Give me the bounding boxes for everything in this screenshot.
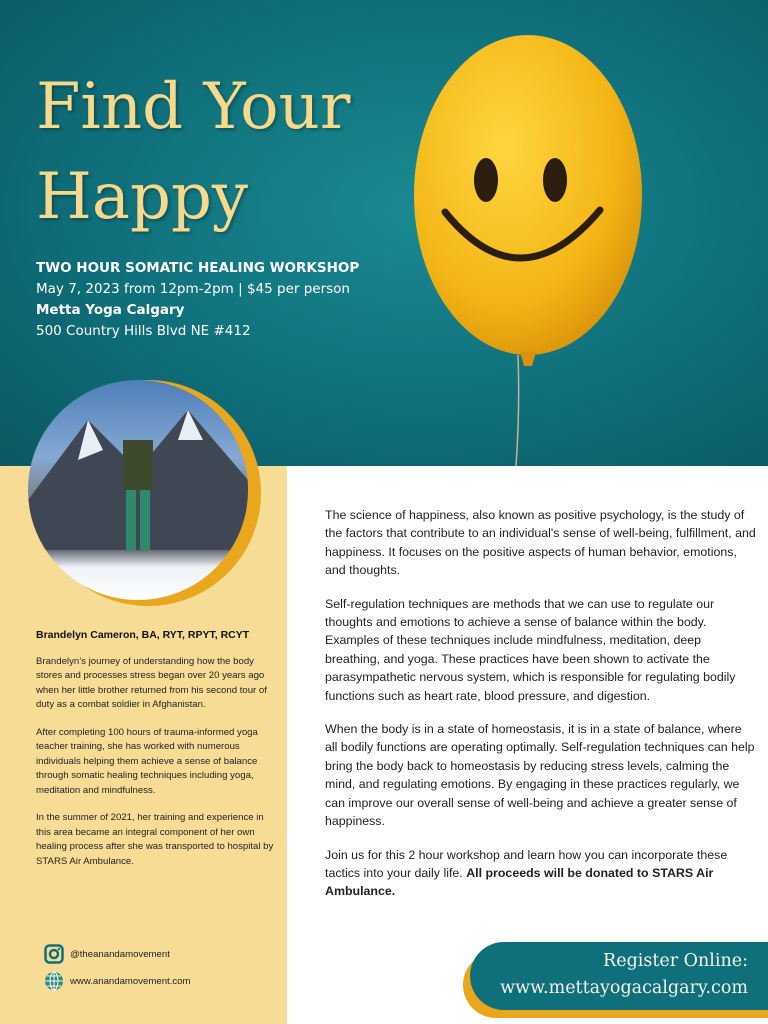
- main-text: [325, 506, 757, 901]
- bio-paragraph: In the summer of 2021, her training and experience in this area became an integral component of her own healing process after she was transported to hospital by STARS Air Ambulance.: [36, 812, 274, 867]
- instructor-name: Brandelyn Cameron, BA, RYT, RPYT, RCYT: [36, 629, 250, 641]
- main-paragraph: The science of happiness, also known as positive psychology, is the study of the factors that contribute to an individual's sense of well-being, fulfillment, and happiness. It focuses on the positive aspects of human behavior, emotions, and thoughts.: [325, 508, 756, 578]
- register-banner[interactable]: [470, 942, 768, 1010]
- title-line-1: Find Your: [36, 70, 351, 144]
- closing-bold-text: All proceeds will be donated to STARS Air Ambulance.: [325, 865, 714, 899]
- closing-text: Join us for this 2 hour workshop and learn how you can incorporate these tactics into your daily life.: [325, 847, 728, 880]
- main-paragraph: When the body is in a state of homeostasis, it is in a state of balance, where all bodily functions are operating optimally. Self-regulation techniques can help bring the body back to homeostasis by reducing stress levels, calming the mind, and regulating emotions. By engaging in these practices regularly, we can improve our overall sense of well-being and achieve a greater sense of happiness.: [325, 722, 755, 829]
- register-url[interactable]: www.mettayogacalgary.com: [500, 978, 748, 998]
- event-address: 500 Country Hills Blvd NE #412: [36, 323, 251, 339]
- bio-paragraph: After completing 100 hours of trauma-informed yoga teacher training, she has worked with numerous individuals helping them achieve a sense of balance through somatic healing techniques including yoga, meditation and mindfulness.: [36, 726, 258, 796]
- event-details: [36, 258, 359, 342]
- website-link[interactable]: [44, 971, 191, 991]
- main-paragraph: Self-regulation techniques are methods that we can use to regulate our thoughts and emotions to achieve a sense of balance within the body. Examples of these techniques include mindfulness, meditation, deep breathing, and yoga. These practices have been shown to activate the parasympathetic nervous system, which is responsible for regulating bodily functions such as heart rate, blood pressure, and digestion.: [325, 596, 736, 703]
- closing-paragraph: [325, 846, 757, 901]
- website-url[interactable]: www.anandamovement.com: [70, 975, 191, 987]
- smiley-balloon-image: [400, 30, 660, 470]
- instructor-photo: [28, 380, 248, 600]
- event-venue: Metta Yoga Calgary: [36, 302, 185, 318]
- instagram-icon: [44, 944, 64, 964]
- event-subtitle: TWO HOUR SOMATIC HEALING WORKSHOP: [36, 260, 360, 276]
- register-label: Register Online:: [603, 951, 748, 971]
- globe-icon: [44, 971, 64, 991]
- instagram-link[interactable]: [44, 944, 170, 964]
- instructor-bio: [36, 628, 274, 882]
- title-line-2: Happy: [36, 160, 249, 234]
- event-date-price: May 7, 2023 from 12pm-2pm | $45 per person: [36, 281, 350, 297]
- page-title: [36, 62, 350, 242]
- instagram-handle[interactable]: @theanandamovement: [70, 948, 170, 960]
- bio-paragraph: Brandelyn’s journey of understanding how the body stores and processes stress began over 20 years ago when her little brother returned from his second tour of duty as a combat soldier in Afghanistan.: [36, 655, 267, 710]
